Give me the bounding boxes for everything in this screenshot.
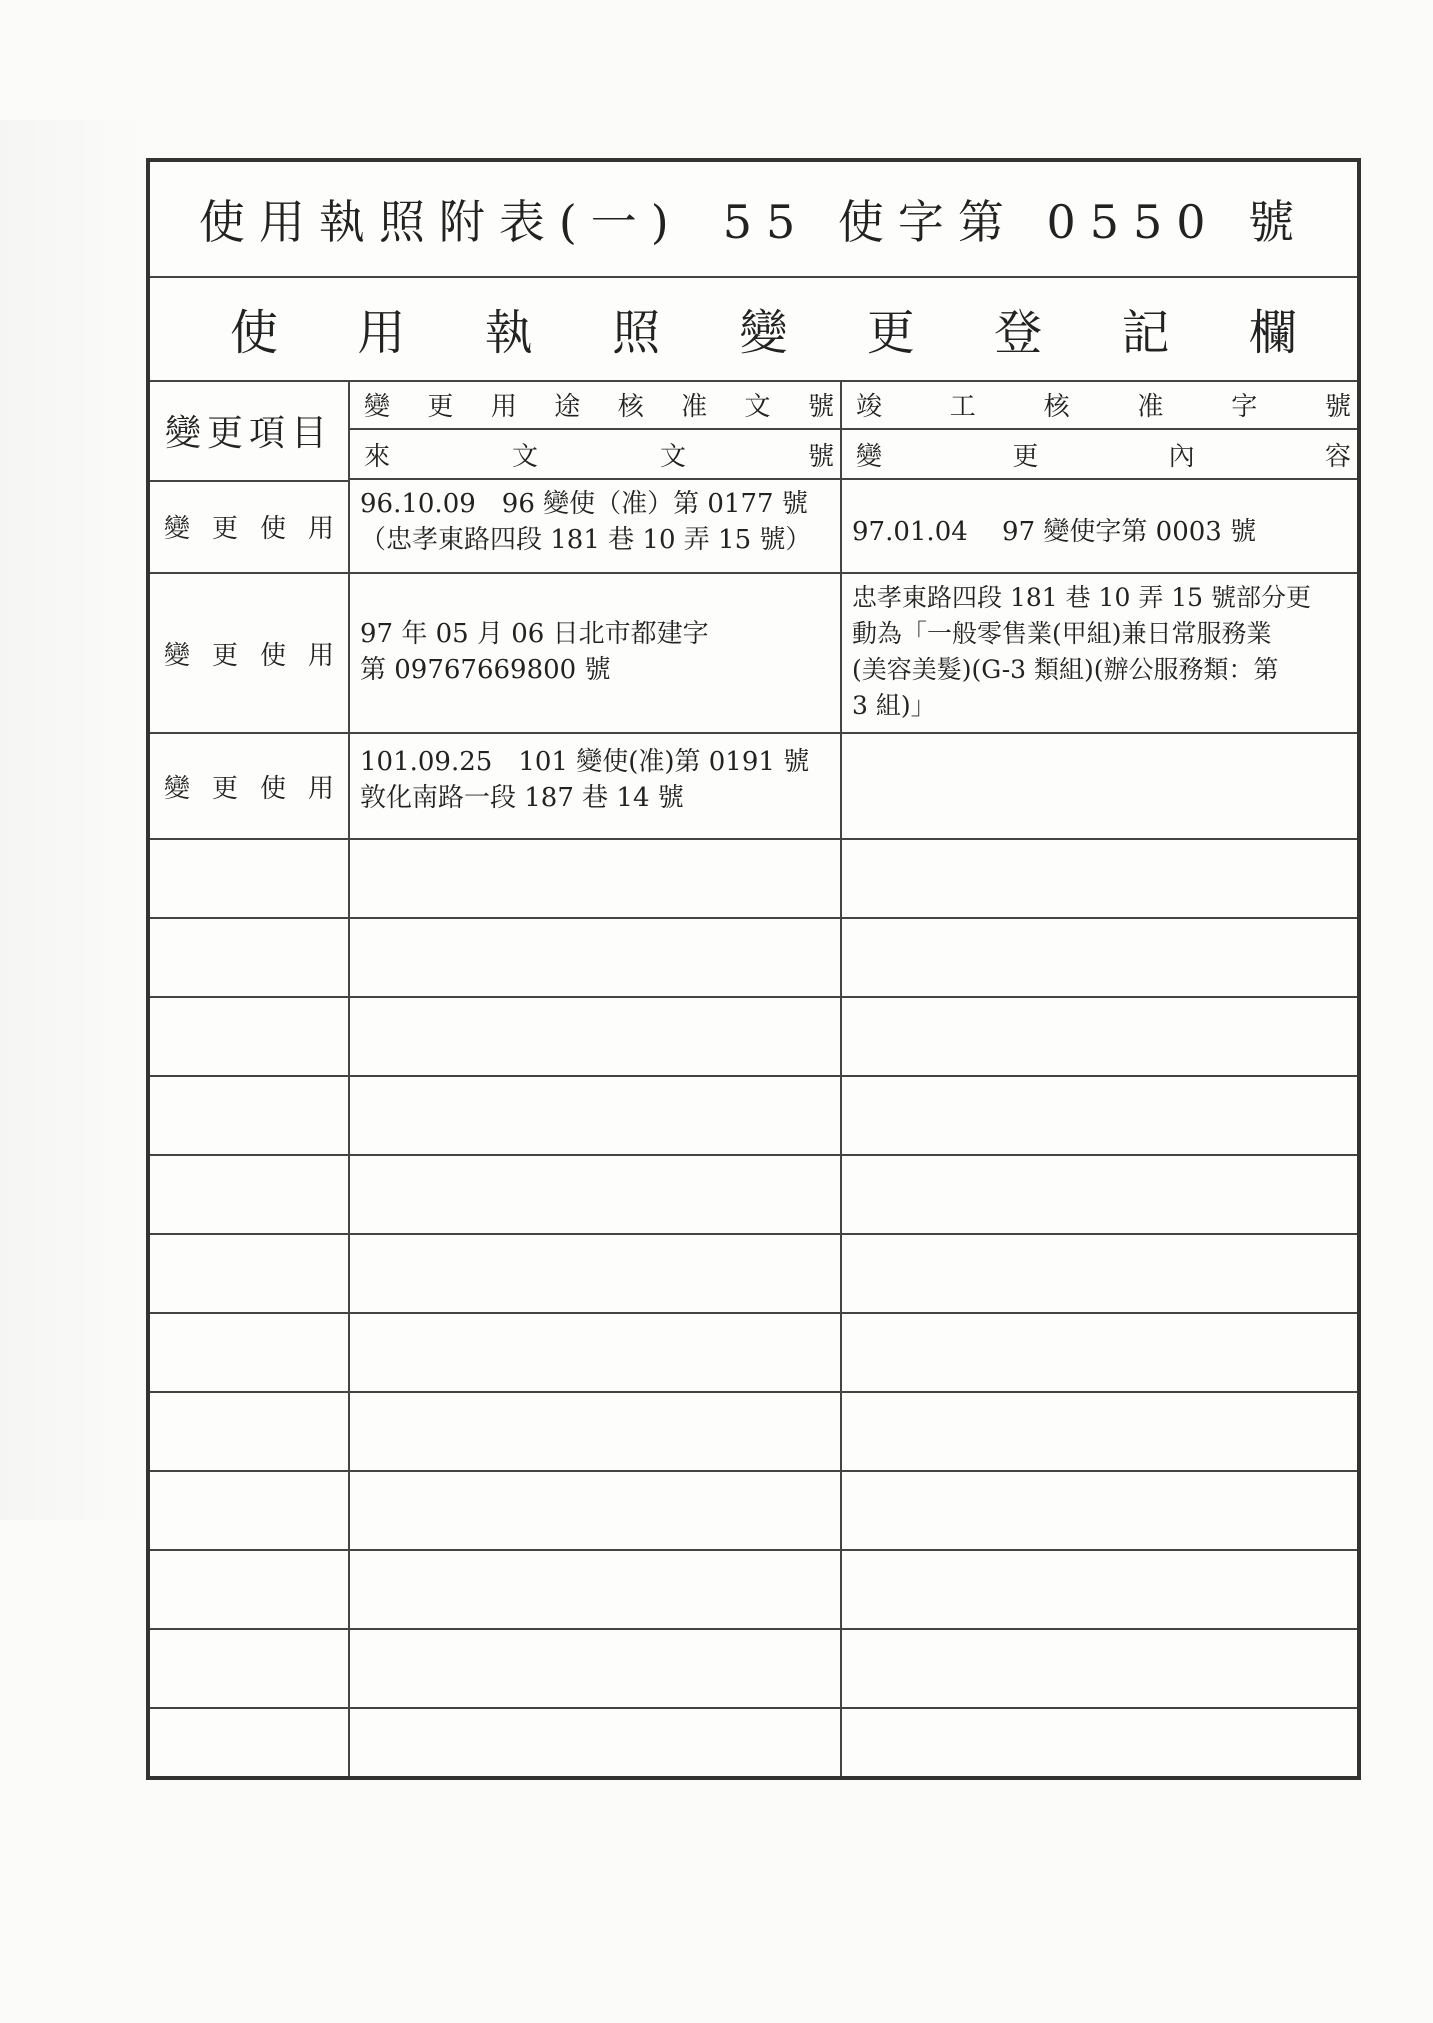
subtitle-char: 更 xyxy=(866,304,915,361)
empty-row xyxy=(150,1235,1357,1314)
empty-row xyxy=(150,1156,1357,1235)
header-char: 核 xyxy=(617,391,644,422)
empty-row xyxy=(150,1551,1357,1630)
header-char: 竣 xyxy=(856,391,883,422)
empty-row xyxy=(150,1630,1357,1709)
header-char: 字 xyxy=(1231,391,1258,422)
approval-text-line: 101.09.25 101 變使(准)第 0191 號 xyxy=(360,747,810,777)
page-title xyxy=(150,162,1357,278)
empty-row xyxy=(150,1393,1357,1472)
item-char: 使 xyxy=(259,773,286,804)
item-char: 用 xyxy=(307,773,334,804)
completion-text-line: 動為「一般零售業(甲組)兼日常服務業 xyxy=(852,619,1272,648)
subtitle-char: 使 xyxy=(230,304,279,361)
item-char: 變 xyxy=(164,513,191,544)
header-char: 用 xyxy=(490,391,517,422)
item-char: 更 xyxy=(211,513,238,544)
completion-cell xyxy=(840,480,1361,572)
header-char: 文 xyxy=(744,391,771,422)
change-item-cell xyxy=(150,480,348,572)
header-char: 來 xyxy=(364,441,391,472)
completion-text-line: 忠孝東路四段 181 巷 10 弄 15 號部分更 xyxy=(852,583,1312,612)
header-char: 工 xyxy=(949,391,976,422)
change-item-cell xyxy=(150,734,348,838)
table-row xyxy=(150,734,1357,840)
completion-approval-header xyxy=(840,380,1357,430)
change-item-header: 變更項目 xyxy=(150,380,348,482)
completion-text-line: (美容美髮)(G-3 類組)(辦公服務類：第 xyxy=(852,655,1279,684)
approval-text-line: 96.10.09 96 變使（准）第 0177 號 xyxy=(360,489,808,519)
approval-text-line: 第 09767669800 號 xyxy=(360,655,611,685)
section-title-chars xyxy=(150,276,1357,380)
completion-text-line: 97.01.04 97 變使字第 0003 號 xyxy=(852,517,1257,547)
completion-cell xyxy=(840,574,1361,732)
header-char: 內 xyxy=(1168,441,1195,472)
subtitle-char: 變 xyxy=(739,304,788,361)
item-char: 用 xyxy=(307,513,334,544)
title-left: 使用執照附表(一) xyxy=(198,195,683,249)
empty-row xyxy=(150,1709,1357,1776)
header-char: 文 xyxy=(511,441,538,472)
completion-cell xyxy=(840,734,1361,838)
empty-row xyxy=(150,998,1357,1077)
header-char: 號 xyxy=(807,441,834,472)
subtitle-char: 記 xyxy=(1121,304,1170,361)
item-char: 使 xyxy=(259,513,286,544)
incoming-doc-header xyxy=(348,430,840,480)
subtitle-char: 照 xyxy=(612,304,661,361)
subtitle-char: 登 xyxy=(994,304,1043,361)
approval-text-line: 敦化南路一段 187 巷 14 號 xyxy=(360,783,684,813)
header-char: 變 xyxy=(856,441,883,472)
approval-text-line: 97 年 05 月 06 日北市都建字 xyxy=(360,619,709,649)
empty-row xyxy=(150,919,1357,998)
registration-table xyxy=(146,158,1361,1780)
header-char: 文 xyxy=(659,441,686,472)
item-char: 變 xyxy=(164,640,191,671)
header-char: 准 xyxy=(1137,391,1164,422)
title-right: 55 使字第 0550 號 xyxy=(722,195,1309,249)
approval-doc-cell xyxy=(348,734,840,838)
subtitle-char: 欄 xyxy=(1248,304,1297,361)
subtitle-char: 用 xyxy=(357,304,406,361)
header-char: 變 xyxy=(364,391,391,422)
section-title xyxy=(150,276,1357,382)
empty-row xyxy=(150,840,1357,919)
item-char: 更 xyxy=(211,773,238,804)
bleed-through-shadow xyxy=(0,120,150,1520)
item-char: 更 xyxy=(211,640,238,671)
header-char: 途 xyxy=(554,391,581,422)
header-char: 容 xyxy=(1324,441,1351,472)
table-row xyxy=(150,480,1357,574)
approval-doc-cell xyxy=(348,480,840,572)
table-row xyxy=(150,574,1357,734)
completion-text-line: 3 組)」 xyxy=(852,691,936,720)
subtitle-char: 執 xyxy=(484,304,533,361)
header-char: 更 xyxy=(427,391,454,422)
change-item-cell xyxy=(150,574,348,732)
header-char: 號 xyxy=(1324,391,1351,422)
empty-row xyxy=(150,1314,1357,1393)
item-char: 變 xyxy=(164,773,191,804)
approval-doc-header xyxy=(348,380,840,430)
header-char: 號 xyxy=(807,391,834,422)
header-char: 核 xyxy=(1043,391,1070,422)
approval-doc-cell xyxy=(348,574,840,732)
empty-row xyxy=(150,1077,1357,1156)
header-char: 更 xyxy=(1012,441,1039,472)
empty-row xyxy=(150,1472,1357,1551)
item-char: 使 xyxy=(259,640,286,671)
approval-text-line: （忠孝東路四段 181 巷 10 弄 15 號） xyxy=(360,525,812,555)
change-content-header xyxy=(840,430,1357,480)
item-char: 用 xyxy=(307,640,334,671)
header-char: 准 xyxy=(681,391,708,422)
